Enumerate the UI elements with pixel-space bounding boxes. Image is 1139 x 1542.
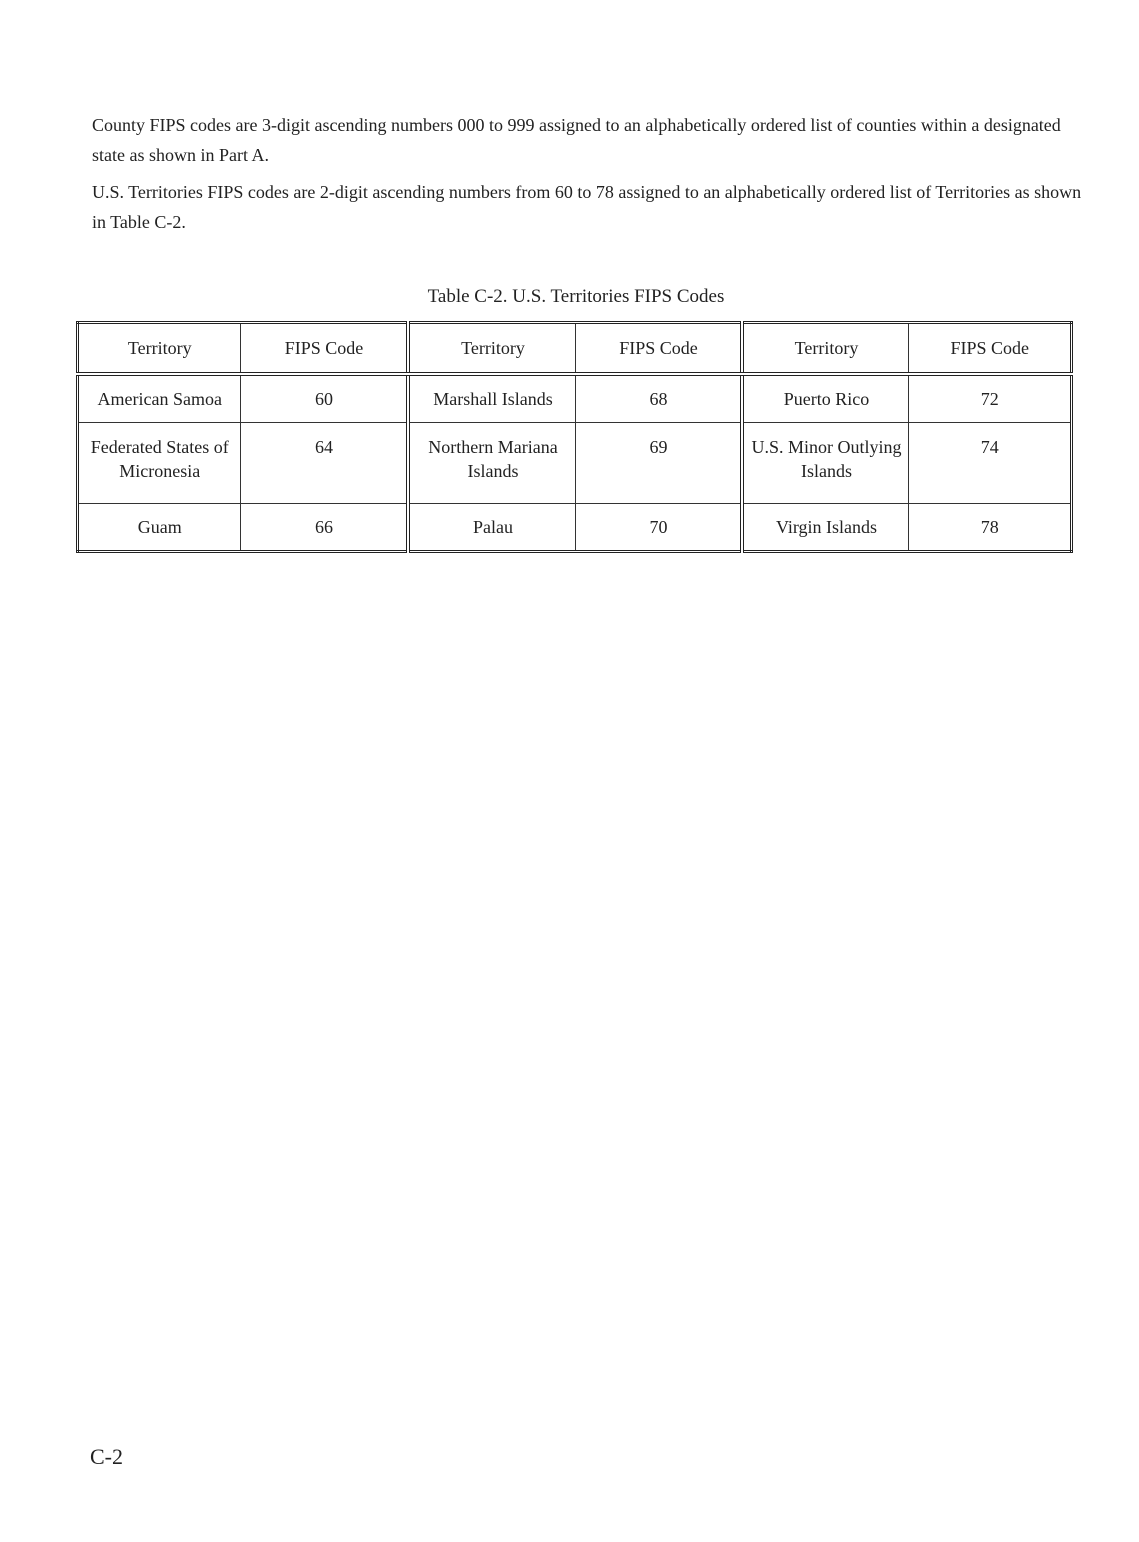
header-territory-1: Territory xyxy=(78,323,241,375)
table-row xyxy=(78,423,1072,504)
fips-code-cell: 78 xyxy=(909,504,1072,552)
header-fips-code-2: FIPS Code xyxy=(576,323,743,375)
territories-fips-table xyxy=(76,321,1073,553)
fips-code-cell: 60 xyxy=(241,374,409,423)
table-row xyxy=(78,504,1072,552)
fips-code-cell: 68 xyxy=(576,374,743,423)
fips-code-cell: 69 xyxy=(576,423,743,504)
fips-code-cell: 64 xyxy=(241,423,409,504)
territory-cell: Marshall Islands xyxy=(408,374,576,423)
territory-cell: U.S. Minor Outlying Islands xyxy=(742,423,909,504)
header-territory-3: Territory xyxy=(742,323,909,375)
table-row xyxy=(78,374,1072,423)
territory-cell: Puerto Rico xyxy=(742,374,909,423)
county-fips-paragraph: County FIPS codes are 3-digit ascending numbers 000 to 999 assigned to an alphabetically ordered list of counties within a designated state as shown in Part A. xyxy=(92,115,1061,165)
header-territory-2: Territory xyxy=(408,323,576,375)
header-fips-code-1: FIPS Code xyxy=(241,323,409,375)
header-fips-code-3: FIPS Code xyxy=(909,323,1072,375)
fips-code-cell: 70 xyxy=(576,504,743,552)
territory-cell: Guam xyxy=(78,504,241,552)
territory-cell: Palau xyxy=(408,504,576,552)
territory-cell: American Samoa xyxy=(78,374,241,423)
table-caption: Table C-2. U.S. Territories FIPS Codes xyxy=(427,286,725,307)
territory-cell: Virgin Islands xyxy=(742,504,909,552)
territories-fips-paragraph: U.S. Territories FIPS codes are 2-digit ascending numbers from 60 to 78 assigned to an alphabetically ordered list of Territories as shown in Table C-2. xyxy=(92,182,1082,232)
fips-code-cell: 66 xyxy=(241,504,409,552)
table-header-row xyxy=(78,323,1072,375)
fips-code-cell: 72 xyxy=(909,374,1072,423)
territory-cell: Northern Mariana Islands xyxy=(408,423,576,504)
page-number: C-2 xyxy=(90,1444,123,1469)
territory-cell: Federated States of Micronesia xyxy=(78,423,241,504)
fips-code-cell: 74 xyxy=(909,423,1072,504)
